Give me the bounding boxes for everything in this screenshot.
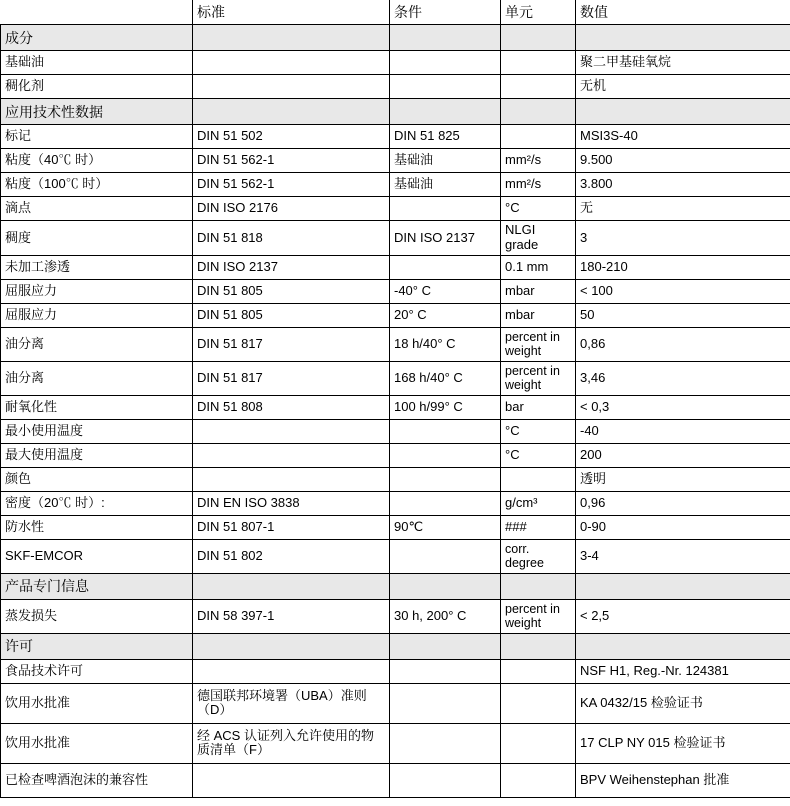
row-standard	[193, 75, 390, 99]
row-standard: DIN 51 817	[193, 361, 390, 395]
row-condition	[390, 723, 501, 763]
table-row	[1, 723, 790, 763]
row-value: 200	[576, 443, 790, 467]
header-cell-unit: 单元	[501, 0, 576, 25]
row-standard: DIN 51 562-1	[193, 149, 390, 173]
row-condition: 基础油	[390, 149, 501, 173]
row-value: < 2,5	[576, 599, 790, 633]
row-label: 最小使用温度	[1, 419, 193, 443]
row-unit: °C	[501, 419, 576, 443]
header-cell-value: 数值	[576, 0, 790, 25]
row-unit: bar	[501, 395, 576, 419]
section-cell-1	[193, 573, 390, 599]
row-value: MSI3S-40	[576, 125, 790, 149]
table-row	[1, 173, 790, 197]
row-unit: corr. degree	[501, 539, 576, 573]
table-row	[1, 659, 790, 683]
row-condition	[390, 539, 501, 573]
table-row	[1, 443, 790, 467]
row-unit: °C	[501, 197, 576, 221]
row-unit: NLGI grade	[501, 221, 576, 256]
table-header-row	[1, 0, 790, 25]
row-unit	[501, 125, 576, 149]
row-label: 防水性	[1, 515, 193, 539]
table-row	[1, 467, 790, 491]
row-standard	[193, 51, 390, 75]
row-unit	[501, 683, 576, 723]
row-label: 耐氧化性	[1, 395, 193, 419]
row-condition: DIN ISO 2137	[390, 221, 501, 256]
row-label: 已检查啤酒泡沫的兼容性	[1, 763, 193, 797]
row-condition	[390, 659, 501, 683]
table-row	[1, 75, 790, 99]
row-unit: mm²/s	[501, 149, 576, 173]
row-standard: DIN 51 562-1	[193, 173, 390, 197]
table-row	[1, 221, 790, 256]
row-standard	[193, 443, 390, 467]
row-unit: mbar	[501, 303, 576, 327]
row-label: 油分离	[1, 361, 193, 395]
section-cell-2	[390, 99, 501, 125]
table-row	[1, 255, 790, 279]
row-standard	[193, 763, 390, 797]
table-row	[1, 515, 790, 539]
row-standard: DIN ISO 2176	[193, 197, 390, 221]
row-condition	[390, 419, 501, 443]
row-condition: 90℃	[390, 515, 501, 539]
row-label: 基础油	[1, 51, 193, 75]
row-label: 饮用水批准	[1, 683, 193, 723]
section-label: 成分	[1, 25, 193, 51]
row-condition: 20° C	[390, 303, 501, 327]
row-unit	[501, 75, 576, 99]
row-label: 稠度	[1, 221, 193, 256]
row-condition: 基础油	[390, 173, 501, 197]
row-value: BPV Weihenstephan 批准	[576, 763, 790, 797]
row-unit	[501, 467, 576, 491]
row-label: 最大使用温度	[1, 443, 193, 467]
section-row-composition	[1, 25, 790, 51]
section-cell-2	[390, 25, 501, 51]
row-condition: 168 h/40° C	[390, 361, 501, 395]
row-unit: percent in weight	[501, 327, 576, 361]
row-value: 3.800	[576, 173, 790, 197]
section-cell-3	[501, 25, 576, 51]
row-label: 油分离	[1, 327, 193, 361]
section-label: 许可	[1, 633, 193, 659]
row-label: 饮用水批准	[1, 723, 193, 763]
row-unit: ###	[501, 515, 576, 539]
row-condition: DIN 51 825	[390, 125, 501, 149]
row-value: 聚二甲基硅氧烷	[576, 51, 790, 75]
row-value: 无	[576, 197, 790, 221]
section-cell-3	[501, 99, 576, 125]
table-row	[1, 125, 790, 149]
section-label: 应用技术性数据	[1, 99, 193, 125]
row-condition	[390, 683, 501, 723]
row-condition	[390, 51, 501, 75]
row-value: < 100	[576, 279, 790, 303]
row-label: 滴点	[1, 197, 193, 221]
row-standard: DIN 51 805	[193, 279, 390, 303]
section-cell-2	[390, 573, 501, 599]
table-row	[1, 763, 790, 797]
table-row	[1, 149, 790, 173]
row-standard: DIN 51 818	[193, 221, 390, 256]
row-standard: DIN 51 807-1	[193, 515, 390, 539]
row-standard	[193, 419, 390, 443]
row-standard: DIN ISO 2137	[193, 255, 390, 279]
row-label: 屈服应力	[1, 279, 193, 303]
row-label: 蒸发损失	[1, 599, 193, 633]
section-cell-2	[390, 633, 501, 659]
row-condition: 18 h/40° C	[390, 327, 501, 361]
table-row	[1, 395, 790, 419]
section-cell-3	[501, 633, 576, 659]
row-standard	[193, 659, 390, 683]
row-standard: DIN 58 397-1	[193, 599, 390, 633]
table-row	[1, 51, 790, 75]
section-cell-1	[193, 633, 390, 659]
row-standard: DIN 51 808	[193, 395, 390, 419]
row-standard: 德国联邦环境署（UBA）准则（D）	[193, 683, 390, 723]
row-condition	[390, 75, 501, 99]
section-row-application-data	[1, 99, 790, 125]
row-condition	[390, 491, 501, 515]
row-unit: percent in weight	[501, 599, 576, 633]
row-value: 无机	[576, 75, 790, 99]
section-cell-4	[576, 99, 790, 125]
table-row	[1, 303, 790, 327]
row-label: 粘度（100℃ 时）	[1, 173, 193, 197]
section-cell-4	[576, 633, 790, 659]
table-row	[1, 599, 790, 633]
table-row	[1, 327, 790, 361]
row-condition	[390, 763, 501, 797]
row-label: 标记	[1, 125, 193, 149]
row-unit: mbar	[501, 279, 576, 303]
row-value: 17 CLP NY 015 检验证书	[576, 723, 790, 763]
row-label: 颜色	[1, 467, 193, 491]
row-label: 稠化剂	[1, 75, 193, 99]
row-label: 粘度（40℃ 时）	[1, 149, 193, 173]
row-label: 食品技术许可	[1, 659, 193, 683]
row-value: 3-4	[576, 539, 790, 573]
row-value: KA 0432/15 检验证书	[576, 683, 790, 723]
table-row	[1, 197, 790, 221]
section-row-product-specific	[1, 573, 790, 599]
row-condition	[390, 467, 501, 491]
table-row	[1, 279, 790, 303]
row-value: 9.500	[576, 149, 790, 173]
row-standard: DIN 51 502	[193, 125, 390, 149]
row-label: SKF-EMCOR	[1, 539, 193, 573]
table-body	[1, 0, 790, 797]
row-value: NSF H1, Reg.-Nr. 124381	[576, 659, 790, 683]
row-label: 屈服应力	[1, 303, 193, 327]
row-condition	[390, 255, 501, 279]
row-condition	[390, 443, 501, 467]
table-row	[1, 491, 790, 515]
row-value: 0,96	[576, 491, 790, 515]
row-unit	[501, 723, 576, 763]
table-row	[1, 683, 790, 723]
section-cell-4	[576, 25, 790, 51]
row-condition: 100 h/99° C	[390, 395, 501, 419]
table-row	[1, 419, 790, 443]
section-label: 产品专门信息	[1, 573, 193, 599]
header-cell-condition: 条件	[390, 0, 501, 25]
table-row	[1, 539, 790, 573]
row-label: 未加工渗透	[1, 255, 193, 279]
section-cell-3	[501, 573, 576, 599]
row-value: 50	[576, 303, 790, 327]
row-value: 0-90	[576, 515, 790, 539]
row-value: 0,86	[576, 327, 790, 361]
row-unit: mm²/s	[501, 173, 576, 197]
row-standard: DIN 51 802	[193, 539, 390, 573]
row-unit: 0.1 mm	[501, 255, 576, 279]
row-unit: percent in weight	[501, 361, 576, 395]
row-standard: DIN 51 805	[193, 303, 390, 327]
row-value: -40	[576, 419, 790, 443]
section-cell-1	[193, 25, 390, 51]
row-condition: -40° C	[390, 279, 501, 303]
table-row	[1, 361, 790, 395]
row-value: 3	[576, 221, 790, 256]
header-cell-standard: 标准	[193, 0, 390, 25]
section-row-approvals	[1, 633, 790, 659]
row-value: < 0,3	[576, 395, 790, 419]
row-label: 密度（20℃ 时）:	[1, 491, 193, 515]
section-cell-1	[193, 99, 390, 125]
row-unit	[501, 763, 576, 797]
row-condition: 30 h, 200° C	[390, 599, 501, 633]
row-condition	[390, 197, 501, 221]
row-standard: DIN 51 817	[193, 327, 390, 361]
row-unit: °C	[501, 443, 576, 467]
row-value: 180-210	[576, 255, 790, 279]
row-unit	[501, 51, 576, 75]
row-unit	[501, 659, 576, 683]
row-standard	[193, 467, 390, 491]
row-value: 透明	[576, 467, 790, 491]
row-unit: g/cm³	[501, 491, 576, 515]
header-cell-0	[1, 0, 193, 25]
section-cell-4	[576, 573, 790, 599]
row-value: 3,46	[576, 361, 790, 395]
row-standard: 经 ACS 认证列入允许使用的物质清单（F）	[193, 723, 390, 763]
row-standard: DIN EN ISO 3838	[193, 491, 390, 515]
